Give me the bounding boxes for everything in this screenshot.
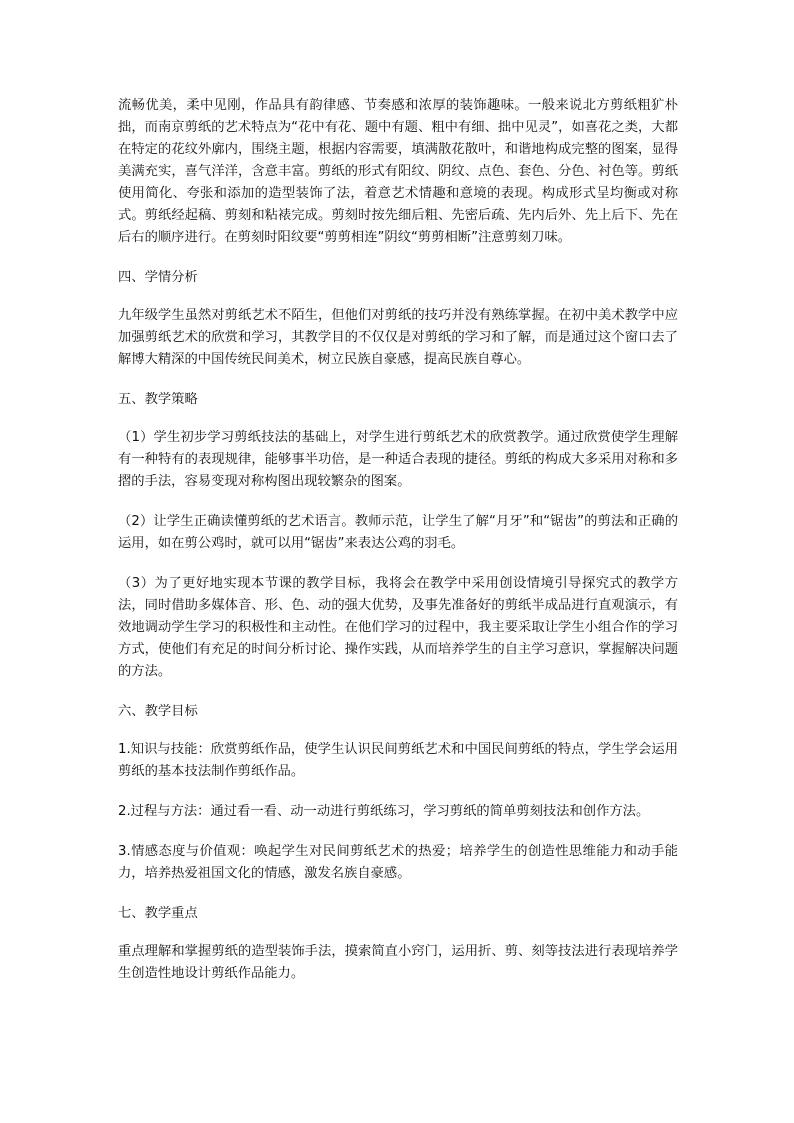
strategy-paragraph-3: （3）为了更好地实现本节课的教学目标，我将会在教学中采用创设情境引导探究式的教学方法，同时借助多媒体音、形、色、动的强大优势，及事先准备好的剪纸半成品进行直观演示，有效地调动学生学习的积极性和主动性。在他们学习的过程中，我主要采取让学生小组合作的学习方式，使他们有充足的时间分析讨论、操作实践，从而培养学生的自主学习意识，掌握解决问题的方法。 — [118, 576, 678, 679]
objective-paragraph-2: 2.过程与方法：通过看一看、动一动进行剪纸练习，学习剪纸的简单剪刻技法和创作方法。 — [118, 804, 650, 819]
strategy-paragraph-2: （2）让学生正确读懂剪纸的艺术语言。教师示范，让学生了解“月牙”和“锯齿”的剪法和正确的运用，如在剪公鸡时，就可以用“锯齿”来表达公鸡的羽毛。 — [118, 514, 678, 551]
section-heading-teaching-objectives: 六、教学目标 — [118, 704, 198, 719]
objective-paragraph-3: 3.情感态度与价值观：唤起学生对民间剪纸艺术的热爱；培养学生的创造性思维能力和动手能力，培养热爱祖国文化的情感，激发名族自豪感。 — [118, 844, 678, 881]
strategy-paragraph-1: （1）学生初步学习剪纸技法的基础上，对学生进行剪纸艺术的欣赏教学。通过欣赏使学生理解有一种特有的表现规律，能够事半功倍，是一种适合表现的捷径。剪纸的构成大多采用对称和多摺的手法，容易变现对称构图出现较繁杂的图案。 — [118, 430, 678, 489]
focus-paragraph: 重点理解和掌握剪纸的造型装饰手法，摸索简直小窍门，运用折、剪、刻等技法进行表现培养学生创造性地设计剪纸作品能力。 — [118, 944, 678, 981]
objective-paragraph-1: 1.知识与技能：欣赏剪纸作品，使学生认识民间剪纸艺术和中国民间剪纸的特点，学生学会运用剪纸的基本技法制作剪纸作品。 — [118, 742, 678, 779]
learner-analysis-paragraph: 九年级学生虽然对剪纸艺术不陌生，但他们对剪纸的技巧并没有熟练掌握。在初中美术教学中应加强剪纸艺术的欣赏和学习，其教学目的不仅仅是对剪纸的学习和了解，而是通过这个窗口去了解博大精深的中国传统民间美术，树立民族自豪感，提高民族自尊心。 — [118, 308, 678, 367]
section-heading-teaching-focus: 七、教学重点 — [118, 906, 198, 921]
section-heading-learner-analysis: 四、学情分析 — [118, 270, 198, 285]
document-page — [118, 95, 678, 1003]
intro-paragraph: 流畅优美，柔中见刚，作品具有韵律感、节奏感和浓厚的装饰趣味。一般来说北方剪纸粗犷朴拙，而南京剪纸的艺术特点为“花中有花、题中有题、粗中有细、拙中见灵”，如喜花之类，大都在特定的花纹外廓内，围绕主题，根据内容需要，填满散花散叶，和谐地构成完整的图案，显得美满充实，喜气洋洋，含意丰富。剪纸的形式有阳纹、阴纹、点色、套色、分色、衬色等。剪纸使用简化、夸张和添加的造型装饰了法，着意艺术情趣和意境的表现。构成形式呈均衡或对称式。剪纸经起稿、剪刻和粘裱完成。剪刻时按先细后粗、先密后疏、先内后外、先上后下、先在后右的顺序进行。在剪刻时阳纹要“剪剪相连”阴纹“剪剪相断”注意剪刻刀味。 — [118, 98, 678, 245]
section-heading-teaching-strategy: 五、教学策略 — [118, 392, 198, 407]
